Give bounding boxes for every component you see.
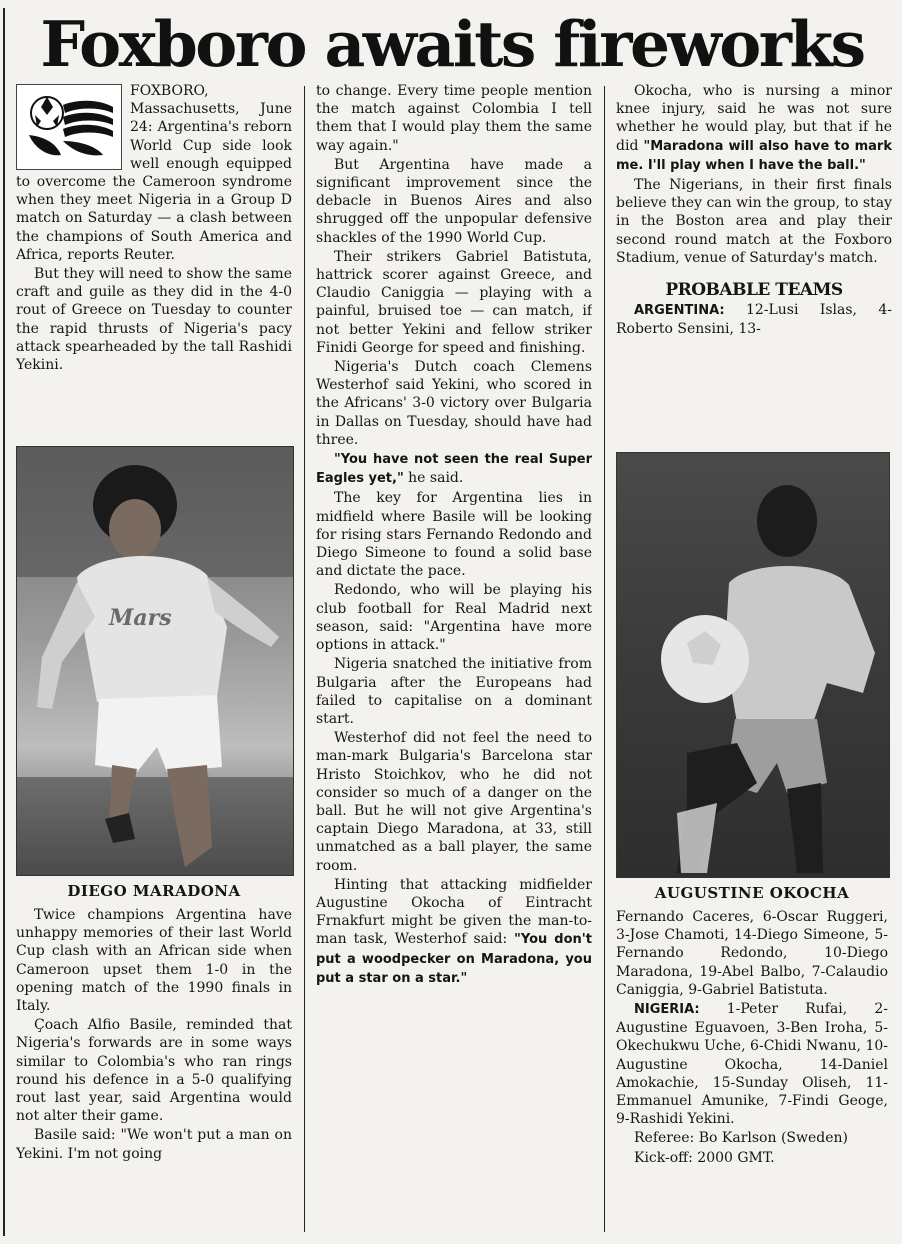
bold-quote: "Maradona will also have to mark me. I'll play when I have the ball." bbox=[616, 138, 892, 173]
bold-quote: "You don't put a woodpecker on Maradona, you put a star on a star." bbox=[316, 932, 592, 986]
world-cup-logo bbox=[16, 84, 122, 170]
paragraph: Redondo, who will be playing his club football for Real Madrid next season, said: "Argentina have more options in attack." bbox=[316, 582, 592, 654]
headline: Foxboro awaits fireworks bbox=[40, 7, 864, 81]
column-1-lower bbox=[16, 906, 292, 1236]
shirt-sponsor: Mars bbox=[109, 605, 172, 631]
photo-caption-maradona: DIEGO MARADONA bbox=[67, 882, 241, 900]
column-2 bbox=[316, 82, 592, 1232]
column-3 bbox=[616, 82, 892, 452]
paragraph: Westerhof did not feel the need to man-mark Bulgaria's Barcelona star Hristo Stoichkov, who he did not consider so much of a danger on the ball. But he will not give Argentina's captain Diego Maradona, at 33, still unmatched as a ball player, the same room. bbox=[316, 730, 592, 874]
column-rule-1 bbox=[304, 86, 305, 1232]
paragraph: But Argentina have made a significant improvement since the debacle in Buenos Aires and also shrugged off the unpopular defensive shackles of the 1990 World Cup. bbox=[316, 156, 592, 246]
paragraph: The Nigerians, in their first finals believe they can win the group, to stay in the Boston area and play their second round match at the Foxboro Stadium, venue of Saturday's match. bbox=[616, 177, 892, 266]
bold-quote: "You have not seen the real Super Eagles yet," bbox=[316, 452, 592, 487]
paragraph: Twice champions Argentina have unhappy memories of their last World Cup clash with an African side when Cameroon upset them 1-0 in the opening match of the 1990 finals in Italy. bbox=[16, 907, 292, 1015]
argentina-lineup-start: ARGENTINA: 12-Lusi Islas, 4-Roberto Sensini, 13- bbox=[616, 302, 892, 338]
column-rule-2 bbox=[604, 86, 605, 1232]
quote-paragraph: Okocha, who is nursing a minor knee injury, said he was not sure whether he would play, but that if he did "Maradona will also have to mark me. I'll play when I have the ball." bbox=[616, 83, 892, 173]
kickoff-line: Kick-off: 2000 GMT. bbox=[634, 1149, 775, 1166]
paragraph: Nigeria snatched the initiative from Bulgaria after the Europeans had failed to capitalise on a dominant start. bbox=[316, 656, 592, 727]
paragraph: to change. Every time people mention the match against Colombia I tell them that I would play them the same way again." bbox=[316, 83, 592, 154]
paragraph: Basile said: "We won't put a man on Yekini. I'm not going bbox=[16, 1127, 292, 1162]
quote-paragraph: "You have not seen the real Super Eagles yet," he said. bbox=[316, 452, 592, 487]
frame-left-rule bbox=[3, 8, 5, 1236]
lead-paragraph: FOXBORO, Massachusetts, June 24: Argentina's reborn World Cup side look well enough equipped to overcome the Cameroon syndrome when they meet Nigeria in a Group D match on Saturday — a clash between the champions of South America and Africa, reports Reuter. bbox=[16, 83, 292, 263]
nigeria-lineup: NIGERIA: 1-Peter Rufai, 2-Augustine Eguavoen, 3-Ben Iroha, 5-Okechukwu Uche, 6-Chidi Nwanu, 10-Augustine Okocha, 14-Daniel Amokachie, 15-Sunday Oliseh, 11-Emmanuel Amunike, 7-Findi Geoge, 9-Rashidi Yekini. bbox=[616, 1001, 888, 1128]
quote-paragraph: Hinting that attacking midfielder Augustine Okocha of Eintracht Frnakfurt might be given the man-to-man task, Westerhof said: "You don't put a woodpecker on Maradona, you put a star on a star." bbox=[316, 876, 592, 986]
argentina-lineup-cont: Fernando Caceres, 6-Oscar Ruggeri, 3-Jose Chamoti, 14-Diego Simeone, 5-Fernando Redondo, 10-Diego Maradona, 19-Abel Balbo, 7-Calaudio Caniggia, 9-Gabriel Batistuta. bbox=[616, 909, 888, 998]
referee-line: Referee: Bo Karlson (Sweden) bbox=[634, 1130, 848, 1147]
paragraph: But they will need to show the same craft and guile as they did in the 4-0 rout of Greece on Tuesday to counter the rapid thrusts of Nigeria's pacy attack spearheaded by the tall Rashidi Yekini. bbox=[16, 266, 292, 374]
paragraph: Their strikers Gabriel Batistuta, hattrick scorer against Greece, and Claudio Caniggia — playing with a painful, bruised toe — can match, if not better Yekini and fellow striker Finidi George for speed and finishing. bbox=[316, 248, 592, 356]
photo-caption-okocha: AUGUSTINE OKOCHA bbox=[654, 884, 850, 902]
maradona-photo bbox=[16, 446, 294, 876]
team-label: ARGENTINA: bbox=[634, 303, 725, 319]
paragraph: Çoach Alfio Basile, reminded that Nigeria's forwards are in some ways similar to Colombia's who ran rings round his defence in a 5-0 qualifying rout last year, said Argentina would not alter their game. bbox=[16, 1017, 292, 1125]
paragraph: The key for Argentina lies in midfield where Basile will be looking for rising stars Fernando Redondo and Diego Simeone to found a solid base and dictate the pace. bbox=[316, 490, 592, 580]
paragraph: Nigeria's Dutch coach Clemens Westerhof said Yekini, who scored in the Africans' 3-0 victory over Bulgaria in Dallas on Tuesday, should have had three. bbox=[316, 359, 592, 448]
probable-teams-heading: PROBABLE TEAMS bbox=[665, 280, 843, 301]
team-label: NIGERIA: bbox=[634, 1002, 700, 1018]
column-1 bbox=[16, 82, 292, 442]
column-3-lower bbox=[616, 908, 888, 1236]
world-cup-emblem-icon bbox=[17, 85, 121, 169]
okocha-photo bbox=[616, 452, 890, 878]
